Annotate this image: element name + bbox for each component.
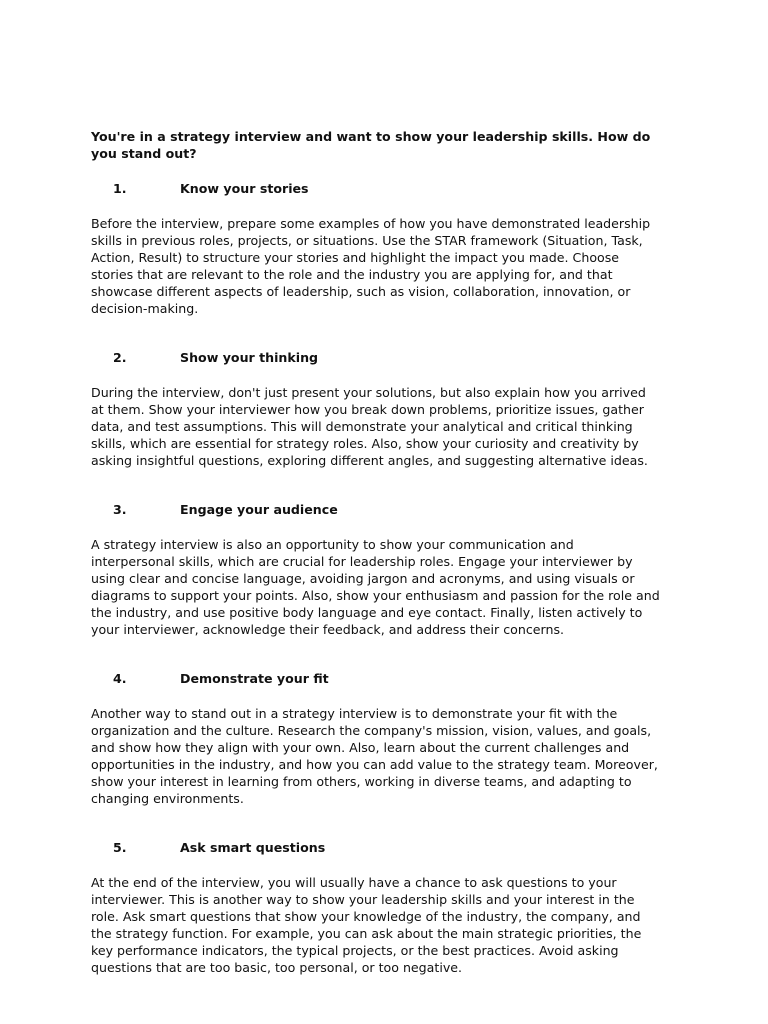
section-body: Before the interview, prepare some examples of how you have demonstrated leadership skills in previous roles, projects, or situations. Use the STAR framework (Situation, Task, Action, Result) to structure your stories and highlight the impact you made. Choose stories that are relevant to the role and the industry you are applying for, and that showcase different aspects of leadership, such as vision, collaboration, innovation, or decision-making. <box>91 216 651 316</box>
section-heading <box>91 349 661 366</box>
section-number: 4. <box>113 671 127 686</box>
document-title: You're in a strategy interview and want to show your leadership skills. How do you stand out? <box>91 129 651 161</box>
section-body: During the interview, don't just present your solutions, but also explain how you arrived at them. Show your interviewer how you break down problems, prioritize issues, gather data, and test assumptions. This will demonstrate your analytical and critical thinking skills, which are essential for strategy roles. Also, show your curiosity and creativity by asking insightful questions, exploring different angles, and suggesting alternative ideas. <box>91 385 648 468</box>
section-number: 5. <box>113 840 127 855</box>
section-heading <box>91 670 661 687</box>
section-number: 2. <box>113 350 127 365</box>
section-heading-text: Know your stories <box>180 181 309 196</box>
section-body: Another way to stand out in a strategy interview is to demonstrate your fit with the organization and the culture. Research the company's mission, vision, values, and goals, and show how they align with your own. Also, learn about the current challenges and opportunities in the industry, and how you can add value to the strategy team. Moreover, show your interest in learning from others, working in diverse teams, and adapting to changing environments. <box>91 706 658 806</box>
section-heading-text: Demonstrate your fit <box>180 671 329 686</box>
section-1 <box>91 180 661 317</box>
section-body: A strategy interview is also an opportunity to show your communication and interpersonal skills, which are crucial for leadership roles. Engage your interviewer by using clear and concise language, avoiding jargon and acronyms, and using visuals or diagrams to support your points. Also, show your enthusiasm and passion for the role and the industry, and use positive body language and eye contact. Finally, listen actively to your interviewer, acknowledge their feedback, and address their concerns. <box>91 537 660 637</box>
section-heading <box>91 180 661 197</box>
section-heading-text: Show your thinking <box>180 350 319 365</box>
section-number: 3. <box>113 502 127 517</box>
section-heading-text: Engage your audience <box>180 502 338 517</box>
section-heading <box>91 839 661 856</box>
section-2 <box>91 349 661 469</box>
section-4 <box>91 670 661 807</box>
section-number: 1. <box>113 181 127 196</box>
section-3 <box>91 501 661 638</box>
section-body: At the end of the interview, you will usually have a chance to ask questions to your interviewer. This is another way to show your leadership skills and your interest in the role. Ask smart questions that show your knowledge of the industry, the company, and the strategy function. For example, you can ask about the main strategic priorities, the key performance indicators, the typical projects, or the best practices. Avoid asking questions that are too basic, too personal, or too negative. <box>91 875 642 975</box>
section-heading <box>91 501 661 518</box>
section-heading-text: Ask smart questions <box>180 840 326 855</box>
section-5 <box>91 839 661 976</box>
document-page <box>91 128 661 1008</box>
